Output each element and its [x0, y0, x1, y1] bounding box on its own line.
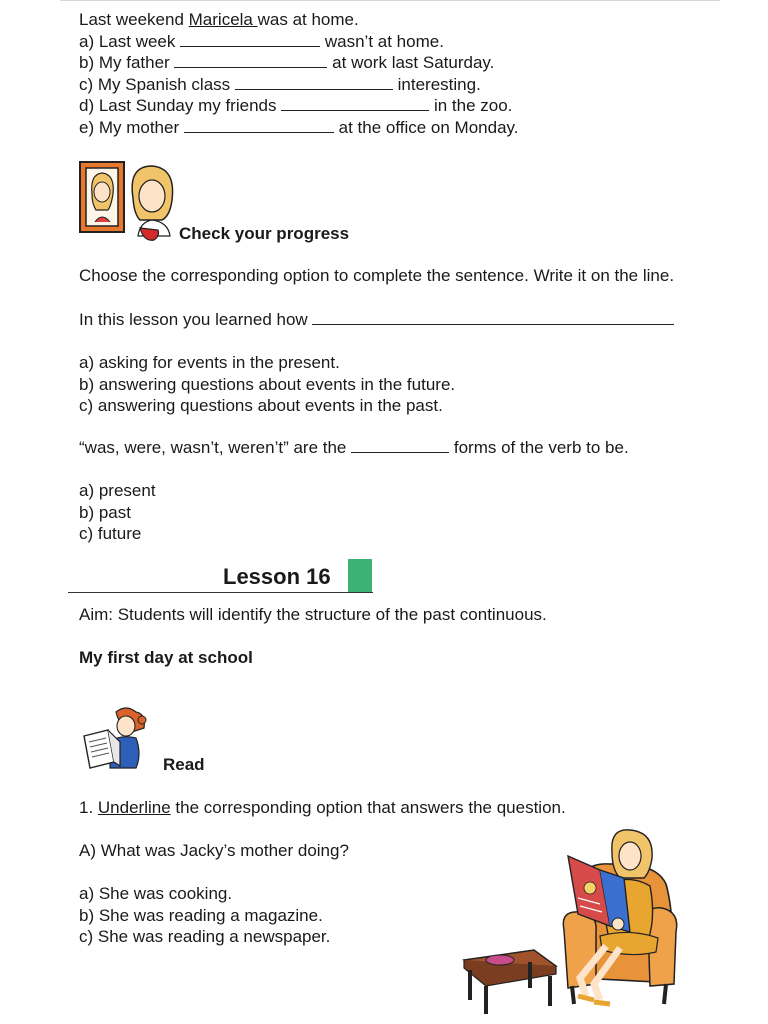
answer-blank-e[interactable]: [184, 118, 334, 133]
progress-instruction: Choose the corresponding option to complete the sentence. Write it on the line.: [79, 266, 675, 285]
option-c[interactable]: c) She was reading a newspaper.: [79, 927, 331, 946]
exercise-item-b: b) My father at work last Saturday.: [79, 53, 495, 72]
answer-blank-d[interactable]: [281, 96, 429, 111]
option-c[interactable]: c) future: [79, 524, 142, 543]
option-b[interactable]: b) She was reading a magazine.: [79, 905, 323, 925]
reading-girl-icon: [80, 702, 152, 772]
option-a[interactable]: a) She was cooking.: [79, 884, 233, 903]
exercise-item-a: a) Last week wasn’t at home.: [79, 31, 444, 51]
answer-blank-q1[interactable]: [312, 310, 674, 325]
reading-question-options: [79, 883, 330, 948]
story-title: My first day at school: [79, 648, 253, 667]
reading-question: A) What was Jacky’s mother doing?: [79, 841, 349, 860]
question-1-options: [79, 352, 455, 417]
question-2: “was, were, wasn’t, weren’t” are the forms of the verb to be.: [79, 438, 629, 457]
mirror-girl-illustration-icon: [78, 158, 178, 242]
question-1: In this lesson you learned how: [79, 309, 674, 331]
example-name: Maricela: [188, 10, 258, 29]
answer-blank-c[interactable]: [235, 75, 393, 90]
woman-reading-armchair-icon: [460, 828, 685, 1018]
exercise-item-c: c) My Spanish class interesting.: [79, 74, 481, 94]
lesson-title: Lesson 16: [223, 564, 331, 589]
task-instruction: 1. Underline the corresponding option that answers the question.: [79, 798, 566, 817]
answer-blank-a[interactable]: [180, 32, 320, 47]
page-top-rule: [60, 0, 720, 1]
answer-blank-b[interactable]: [174, 53, 327, 68]
exercise-sentences: [79, 9, 519, 138]
check-progress-title: Check your progress: [179, 224, 350, 243]
option-b[interactable]: b) past: [79, 502, 131, 522]
option-a[interactable]: a) asking for events in the present.: [79, 353, 340, 372]
lesson-divider: [68, 592, 373, 593]
exercise-intro: Last weekend Maricela was at home.: [79, 10, 359, 29]
exercise-item-e: e) My mother at the office on Monday.: [79, 117, 519, 137]
answer-blank-q2[interactable]: [351, 438, 449, 453]
question-2-options: [79, 480, 156, 545]
lesson-aim: Aim: Students will identify the structure of the past continuous.: [79, 605, 547, 624]
option-b[interactable]: b) answering questions about events in the future.: [79, 374, 456, 394]
option-a[interactable]: a) present: [79, 481, 156, 500]
lesson-color-marker: [348, 559, 372, 592]
exercise-item-d: d) Last Sunday my friends in the zoo.: [79, 96, 513, 115]
read-label: Read: [163, 755, 205, 774]
underline-keyword: Underline: [97, 798, 171, 817]
option-c[interactable]: c) answering questions about events in the past.: [79, 396, 443, 415]
